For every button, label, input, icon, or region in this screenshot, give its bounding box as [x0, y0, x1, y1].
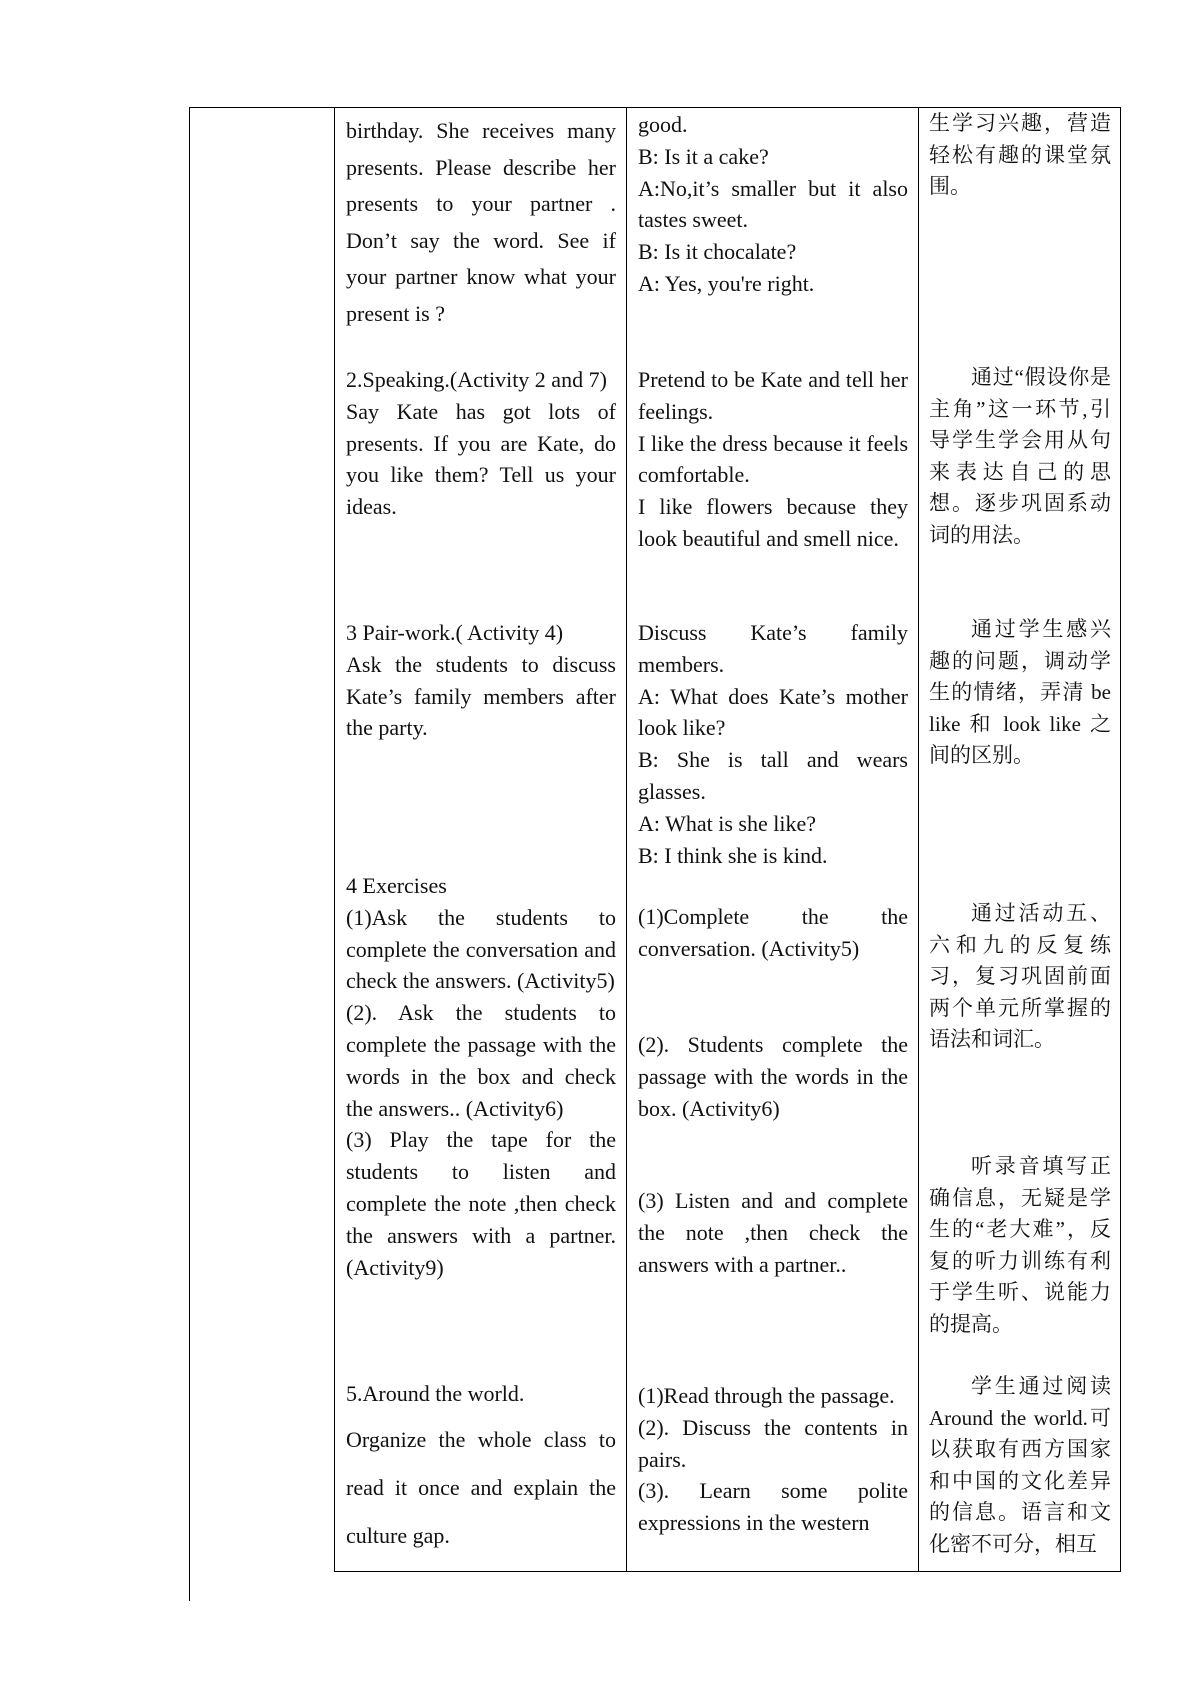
design-intent-cell-4 — [929, 898, 1111, 1056]
student-exercise-2 — [638, 1029, 908, 1124]
stage-column-cell — [190, 108, 334, 1571]
student-exercise-3 — [638, 1185, 908, 1280]
reading-step: (3). Learn some polite expressions in the western — [638, 1478, 908, 1536]
design-intent-text: 生学习兴趣，营造轻松有趣的课堂氛围。 — [929, 111, 1111, 199]
exercise-2-text: (2). Ask the students to complete the passage with the words in the box and check the answers.. (Activity6) — [346, 1000, 616, 1121]
dialogue-line: good. — [638, 112, 688, 137]
pair-work-text: Ask the students to discuss Kate’s family members after the party. — [346, 651, 616, 741]
around-the-world-text: Organize the whole class to read it once and explain the culture gap. — [346, 1426, 616, 1548]
design-intent-cell-1 — [929, 108, 1111, 203]
student-exercise-text: (3) Listen and and complete the note ,then check the answers with a partner.. — [638, 1188, 908, 1277]
family-dialogue-line: B: She is tall and wears glasses. — [638, 747, 908, 804]
design-intent-text: 通过“假设你是主角”这一环节,引导学生学会用从句来表达自己的思想。逐步巩固系动词的用法。 — [929, 365, 1111, 547]
student-activity-cell-2 — [638, 364, 908, 555]
column-divider-3 — [918, 107, 919, 1572]
reading-step: (2). Discuss the contents in pairs. — [638, 1414, 908, 1472]
student-activity-cell-1 — [638, 109, 908, 300]
speaking-activity-heading: 2.Speaking.(Activity 2 and 7) — [346, 367, 607, 392]
exercise-3-text: (3) Play the tape for the students to listen and complete the note ,then check the answers with a partner. (Activity9) — [346, 1127, 616, 1280]
pair-work-heading: 3 Pair-work.( Activity 4) — [346, 620, 564, 645]
student-feeling-line: I like flowers because they look beautiful and smell nice. — [638, 494, 908, 551]
table-bottom-border — [334, 1571, 1121, 1572]
design-intent-text: 听录音填写正确信息，无疑是学生的“老大难”，反复的听力训练有利于学生听、说能力的提高。 — [929, 1154, 1111, 1336]
exercise-1-text: (1)Ask the students to complete the conversation and check the answers. (Activity5) — [346, 904, 616, 994]
student-activity-cell-3 — [638, 617, 908, 871]
around-the-world-heading: 5.Around the world. — [346, 1381, 525, 1406]
design-intent-cell-6 — [929, 1371, 1111, 1561]
family-dialogue-line: A: What does Kate’s mother look like? — [638, 683, 908, 741]
design-intent-cell-2 — [929, 362, 1111, 552]
family-dialogue-line: A: What is she like? — [638, 810, 816, 836]
student-reading-cell — [638, 1380, 908, 1539]
dialogue-line: A: Yes, you're right. — [638, 270, 815, 296]
family-dialogue-line: Discuss Kate’s family members. — [638, 620, 908, 677]
table-right-border — [1120, 107, 1121, 1572]
design-intent-text: 通过活动五、六和九的反复练习，复习巩固前面两个单元所掌握的语法和词汇。 — [929, 901, 1111, 1052]
dialogue-line: B: Is it chocalate? — [638, 239, 797, 265]
student-exercise-text: (1)Complete the the conversation. (Activity5) — [638, 904, 908, 961]
speaking-activity-text: Say Kate has got lots of presents. If you are Kate, do you like them? Tell us your ideas. — [346, 398, 616, 520]
family-dialogue-line: B: I think she is kind. — [638, 842, 828, 868]
student-feeling-line: Pretend to be Kate and tell her feelings. — [638, 367, 908, 424]
design-intent-cell-5 — [929, 1151, 1111, 1341]
pair-work-cell — [346, 617, 616, 744]
column-divider-1 — [334, 107, 335, 1572]
dialogue-line: A:No,it’s smaller but it also tastes sweet. — [638, 175, 908, 233]
column-divider-2 — [626, 107, 627, 1572]
design-intent-text: 通过学生感兴趣的问题，调动学生的情绪，弄清 be like 和 look like 之间的区别。 — [929, 617, 1111, 768]
teacher-activity-cell — [346, 113, 616, 333]
student-exercise-text: (2). Students complete the passage with the words in the box. (Activity6) — [638, 1032, 908, 1121]
exercises-cell — [346, 870, 616, 1283]
student-feeling-line: I like the dress because it feels comfortable. — [638, 430, 908, 488]
design-intent-text: 学生通过阅读 Around the world.可以获取有西方国家和中国的文化差异的信息。语言和文化密不可分，相互 — [929, 1374, 1111, 1556]
dialogue-line: B: Is it a cake? — [638, 143, 769, 169]
speaking-activity-cell — [346, 364, 616, 523]
design-intent-cell-3 — [929, 614, 1111, 772]
teacher-activity-intro: birthday. She receives many presents. Please describe her presents to your partner . Don’t say the word. See if your partner know what your present is ? — [346, 118, 616, 326]
around-the-world-cell — [346, 1378, 616, 1560]
exercises-heading: 4 Exercises — [346, 873, 447, 898]
reading-step: (1)Read through the passage. — [638, 1383, 895, 1408]
student-exercise-1 — [638, 901, 908, 965]
